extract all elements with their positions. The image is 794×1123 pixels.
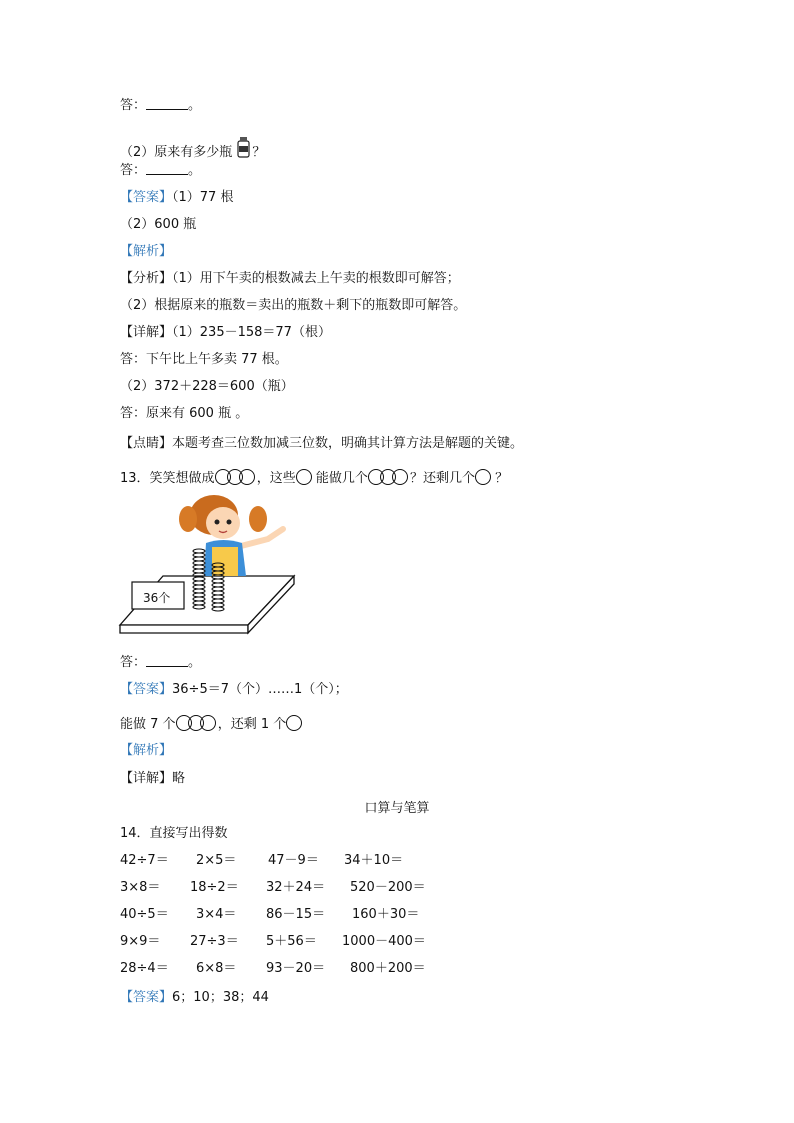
- rings-icon: [176, 715, 214, 731]
- fenxi-1: 【分析】（1）用下午卖的根数减去上午卖的根数即可解答；: [120, 271, 460, 286]
- rings-icon: [215, 469, 253, 485]
- answer-1: 【答案】（1）77 根: [120, 190, 234, 205]
- q13-answer-line: 答： 。: [120, 655, 202, 670]
- q14-title: 14．直接写出得数: [120, 826, 228, 841]
- answer-blank: [146, 97, 188, 110]
- q14-answer: 【答案】6；10；38；44: [120, 990, 269, 1005]
- xiangjie-3: （2）372＋228＝600（瓶）: [120, 379, 294, 394]
- answer-blank: [146, 162, 188, 175]
- q13-jiexi: 【解析】: [120, 743, 173, 758]
- q13-detail: 【详解】略: [120, 771, 186, 786]
- ring-icon: [475, 469, 491, 485]
- xiangjie-4: 答：原来有 600 瓶 。: [120, 406, 249, 421]
- ring-icon: [286, 715, 302, 731]
- answer-line-1: 答： 。: [120, 98, 202, 113]
- count-box-label: 36个: [143, 591, 171, 605]
- dianjing: 【点睛】本题考查三位数加减三位数，明确其计算方法是解题的关键。: [120, 436, 524, 451]
- ring-icon: [296, 469, 312, 485]
- q13-answer: 【答案】36÷5＝7（个）……1（个）；: [120, 682, 348, 697]
- section-title: 口算与笔算: [364, 801, 430, 816]
- answer-blank: [146, 654, 188, 667]
- xiangjie-2: 答：下午比上午多卖 77 根。: [120, 352, 288, 367]
- fenxi-2: （2）根据原来的瓶数＝卖出的瓶数＋剩下的瓶数即可解答。: [120, 298, 467, 313]
- answer-line-2: 答： 。: [120, 163, 202, 178]
- q13-answer-line2: 能做 7 个 ，还剩 1 个: [120, 715, 302, 734]
- xiangjie-1: 【详解】（1）235－158＝77（根）: [120, 325, 331, 340]
- girl-table-illustration: [118, 493, 300, 635]
- answer-2: （2）600 瓶: [120, 217, 197, 232]
- jiexi-tag: 【解析】: [120, 244, 173, 259]
- bottle-icon: [236, 136, 252, 160]
- q2-question: （2）原来有多少瓶 ？: [120, 136, 265, 162]
- q13-question: 13．笑笑想做成 ，这些 能做几个 ？还剩几个 ？: [120, 471, 509, 486]
- rings-icon: [368, 469, 406, 485]
